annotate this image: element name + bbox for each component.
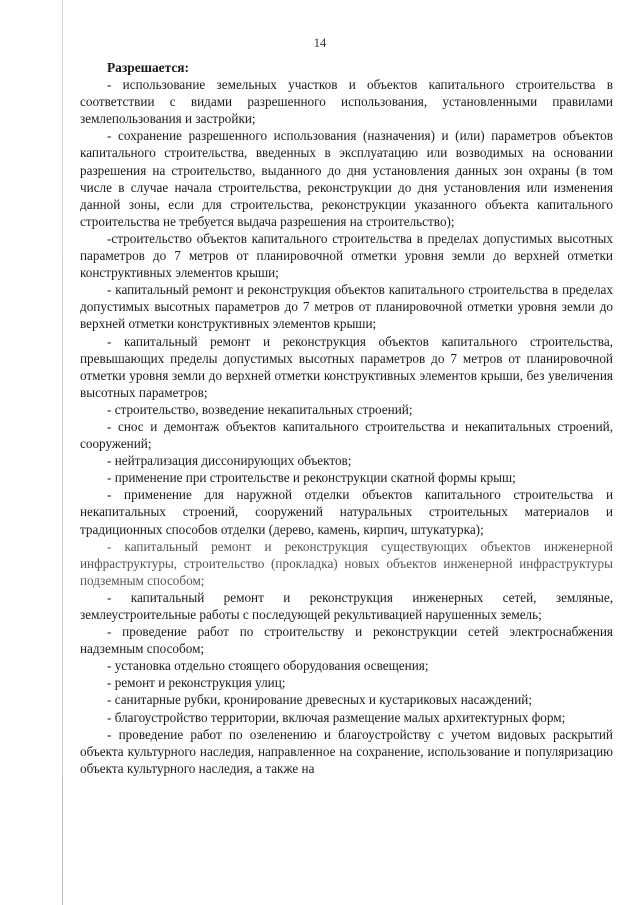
section-heading: Разрешается: [107,60,189,75]
list-item: - ремонт и реконструкция улиц; [107,675,286,691]
list-item: - установка отдельно стоящего оборудования освещения; [107,658,429,674]
scan-edge-line [62,0,63,905]
list-item: - благоустройство территории, включая размещение малых архитектурных форм; [107,709,566,725]
list-item: -строительство объектов капитального строительства в пределах допустимых высотных параметров до 7 метров от планировочной отметки уровня земли до верхней отметки конструктивных элементов крыши; [80,230,613,281]
list-item: - капитальный ремонт и реконструкция инженерных сетей, земляные, землеустроительные работы с последующей рекультивацией нарушенных земель; [80,589,613,622]
document-body [80,59,613,777]
list-item: - санитарные рубки, кронирование древесных и кустариковых насаждений; [107,692,532,708]
list-item: - снос и демонтаж объектов капитального строительства и некапитальных строений, сооружений; [80,418,613,452]
list-item: - сохранение разрешенного использования (назначения) и (или) параметров объектов капитального строительства, введенных в эксплуатацию или возводимых на основании разрешения на строительство, выданного до дня установления данных зон охраны (в том числе в случае начала строительства, реконструкции до дня установления или изменения данной зоны, если для строительства, реконструкции указанного объекта капитального строительства не требуется выдача разрешения на строительство); [80,128,613,229]
list-item: - применение для наружной отделки объектов капитального строительства и некапитальных строений, сооружений натуральных строительных материалов и традиционных способов отделки (дерево, камень, кирпич, штукатурка); [80,487,613,537]
list-item: - капитальный ремонт и реконструкция объектов капитального строительства в пределах допустимых высотных параметров до 7 метров от планировочной отметки уровня земли до верхней отметки конструктивных элементов крыши; [80,282,613,332]
list-item: - капитальный ремонт и реконструкция существующих объектов инженерной инфраструктуры, строительство (прокладка) новых объектов инженерной инфраструктуры подземным способом; [80,538,613,588]
list-item: - проведение работ по строительству и реконструкции сетей электроснабжения надземным способом; [80,624,613,657]
list-item: - капитальный ремонт и реконструкция объектов капитального строительства, превышающих пределы допустимых высотных параметров до 7 метров от планировочной отметки уровня земли до верхней отметки конструктивных элементов крыши, без увеличения высотных параметров; [80,333,613,400]
page-number: 14 [313,36,327,50]
list-item: - строительство, возведение некапитальных строений; [107,401,413,417]
list-item: - нейтрализация диссонирующих объектов; [107,453,352,469]
list-item: - проведение работ по озеленению и благоустройству с учетом видовых раскрытий объекта культурного наследия, направленное на сохранение, использование и популяризацию объекта культурного наследия, а также на [80,726,613,776]
list-item: - применение при строительстве и реконструкции скатной формы крыш; [107,470,516,486]
list-item: - использование земельных участков и объектов капитального строительства в соответствии с видами разрешенного использования, установленными правилами землепользования и застройки; [80,77,613,127]
